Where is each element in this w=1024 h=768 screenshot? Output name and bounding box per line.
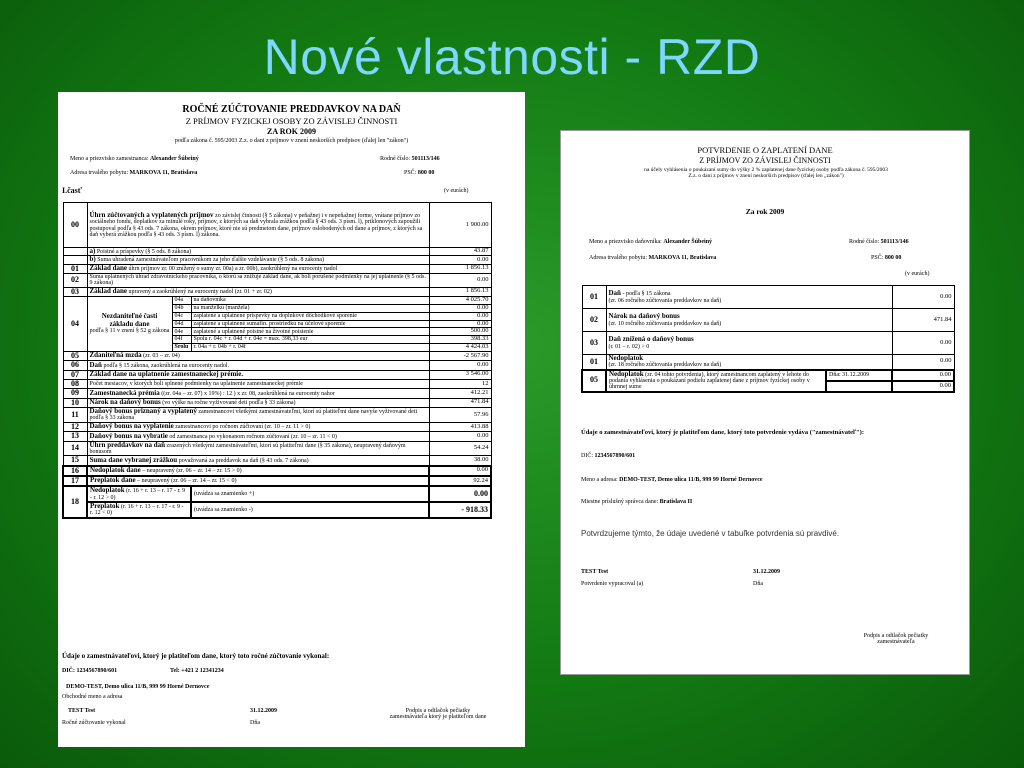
- row-desc-text: podľa § 15 zákona, zaokrúhlená na eurocenty nadol.: [103, 362, 230, 369]
- row-desc-text: (r. 01 – r. 02) > 0: [608, 343, 650, 350]
- row-pre-text: podľa § 15 zákona: [625, 291, 671, 298]
- row-description: [87, 287, 429, 296]
- row-label-text: Suma dane vybranej zrážkou: [89, 455, 178, 464]
- row-desc-text: ((zr. 04a – zr. 07) x 19%) : 12 ) x zr. 08, zaokrúhlená na eurocenty nahor: [161, 390, 335, 397]
- row-value: 0.00: [429, 312, 491, 320]
- row-05-date-label: Dňa:: [829, 371, 841, 378]
- settlement-row: [63, 264, 491, 273]
- tax-office-label: Miestne príslušný správca dane:: [581, 499, 659, 505]
- row-label-text: Daň: [608, 289, 621, 298]
- settlement-row: [63, 203, 491, 248]
- row-label-text: Daňový bonus na vybratie: [89, 431, 168, 440]
- row-desc-text: – neupravený (zr. 06 – zr. 14 – zr. 15 > 0): [142, 468, 242, 475]
- part-label: I.časť: [62, 186, 82, 195]
- row-value: 471.84: [429, 398, 491, 407]
- row-desc-text: Poistné a príspevky (§ 5 ods. 8 zákona): [96, 249, 192, 255]
- row-value: 43.87: [429, 248, 491, 256]
- row-value: 0.00: [429, 320, 491, 328]
- row-desc-text: (zr. 10 ročného zúčtovania preddavkov na daň): [608, 320, 722, 327]
- settlement-row: [63, 256, 491, 264]
- row-value: 0.00: [429, 274, 491, 288]
- subrow-desc: na manželku (manžela): [191, 304, 429, 312]
- doc2-postal-code-label: PSČ:: [871, 255, 884, 261]
- settlement-row-18b: [63, 502, 491, 518]
- row-value: 0.00: [429, 256, 491, 264]
- row-label-text: Nedoplatok: [608, 354, 644, 362]
- tax-payment-certificate: [560, 130, 970, 675]
- row-number: 03: [582, 332, 606, 355]
- row-number: 02: [582, 309, 606, 332]
- underpayment-label: Nedoplatok: [90, 486, 125, 495]
- row-label: [87, 297, 172, 352]
- row-number: 07: [63, 370, 87, 379]
- subrow-code: 04d: [172, 320, 191, 328]
- row-description: [87, 476, 429, 486]
- tax-id-value: 1234567890/601: [76, 668, 118, 674]
- subrow-desc: na daňovníka: [191, 297, 429, 305]
- settlement-row: [63, 351, 491, 360]
- row-label-text: Zamestnanecká prémia: [89, 388, 160, 397]
- taxpayer-name-label: Meno a priezvisko daňovníka:: [589, 239, 662, 245]
- row-description: [606, 309, 892, 332]
- settlement-row: [63, 379, 491, 388]
- postal-code-label: PSČ:: [404, 170, 417, 176]
- subrow-desc: r. 04a + r. 04b + r. 04f: [191, 343, 429, 351]
- taxpayer-name-value: Alexander Šúbeiný: [663, 239, 713, 245]
- doc1-law-note: podľa zákona č. 595/2003 Z.z. o dani z príjmov v znení neskorších predpisov (ďalej len "zákon"): [174, 138, 409, 144]
- row-label-text: Základ dane: [89, 287, 128, 296]
- row-value: 57.96: [429, 408, 491, 423]
- row-05-empty: [826, 381, 892, 392]
- doc2-tax-id-value: 1234567890/601: [594, 453, 636, 459]
- doc2-employer-value: DEMO-TEST, Demo ulica 11/B, 999 99 Horné Dernovce: [619, 477, 763, 483]
- tax-office-value: Bratislava II: [659, 499, 693, 505]
- subrow-code: 04e: [172, 328, 191, 336]
- settlement-row: [63, 361, 491, 370]
- settlement-row: [63, 441, 491, 456]
- row-description: [87, 456, 429, 466]
- row-description: [87, 361, 429, 370]
- row-desc-text: (vo výške na ročne vyživované deti podľa § 33 zákona): [162, 400, 296, 407]
- row-value: 12: [429, 379, 491, 388]
- row-description: [606, 355, 892, 370]
- row-number: 13: [63, 432, 87, 441]
- row-number: 01: [63, 264, 87, 273]
- settlement-row: [63, 287, 491, 296]
- row-05-date: [826, 370, 892, 381]
- doc2-purpose-note: na účely vyhlásenia o poukázaní sumy do výšky 2 % zaplatenej dane fyzickej osoby podľa zákona č. 595/2003 Z.z. o dani z príjmov v znení neskorších predpisov (ďalej len „zákon"): [644, 167, 888, 179]
- row-label-text: Nedoplatok dane: [90, 466, 141, 475]
- subrow-desc: zaplatené a uplatnené sumafin. prostriedku na účelové sporenie: [191, 320, 429, 328]
- row-desc-text: (zr. 06 ročného zúčtovania preddavkov na daň): [608, 297, 722, 304]
- confirmation-statement: Potvrdzujeme týmto, že údaje uvedené v tabuľke potvrdenia sú pravdivé.: [581, 529, 840, 538]
- row-value: 398.33: [429, 336, 491, 344]
- settlement-row: [63, 248, 491, 256]
- row-18-overpayment: [87, 502, 191, 518]
- doc2-birth-number-value: 501113/146: [880, 239, 909, 245]
- row-desc-text: Suma uplatnených úhrad zdravotníckeho pracovníka, o ktorú sa znižuje základ dane, ak boli porušené podmienky na jej uplatnenie (§ 5 ods. 9 zákona): [89, 274, 426, 287]
- row-label-text: Daňový bonus na vyplatenie: [89, 422, 174, 431]
- certificate-row: [582, 355, 954, 370]
- settlement-row: [63, 408, 491, 423]
- row-description: [87, 203, 429, 248]
- row-desc-text: úhrn príjmov zr. 00 znížený o sumy zr. 00a) a zr. 00b), zaokrúhlený na eurocenty nadol: [128, 266, 338, 273]
- row-value: 0.00: [892, 370, 954, 381]
- row-number: 12: [63, 422, 87, 431]
- row-desc-text: považovaná za preddavok na daň (§ 43 ods. 7 zákona): [178, 457, 309, 464]
- doc2-signature-caption: Podpis a odtlačok pečiatky zamestnávateľa: [863, 633, 929, 645]
- certificate-table: [581, 285, 955, 393]
- row-value: 413.88: [429, 422, 491, 431]
- row-description: [87, 466, 429, 476]
- row-number: 14: [63, 441, 87, 456]
- row-sub-marker: a): [89, 247, 96, 255]
- row-number: 02: [63, 274, 87, 288]
- company-address: DEMO-TEST, Demo ulica 11/B, 999 99 Horné Dernovce: [66, 684, 210, 690]
- row-05-label: Nedoplatok: [609, 369, 644, 378]
- row-value: 0.00: [429, 361, 491, 370]
- employee-name-label: Meno a priezvisko zamestnanca:: [70, 156, 149, 162]
- row-label-text: Daň znížená o daňový bonus: [608, 335, 694, 344]
- row-value: 1 856.13: [429, 264, 491, 273]
- row-value: 0.00: [429, 466, 491, 476]
- row-number: 16: [63, 466, 87, 476]
- row-sub-marker: b): [89, 255, 96, 264]
- certificate-row: [582, 286, 954, 309]
- row-value: 0.00: [429, 304, 491, 312]
- employee-name-value: Alexander Šúbeiný: [149, 156, 199, 162]
- doc2-employer-label: Meno a adresa:: [581, 477, 618, 483]
- row-description: [87, 351, 429, 360]
- settlement-table: [62, 202, 492, 519]
- doc1-subheading: Z PRÍJMOV FYZICKEJ OSOBY ZO ZÁVISLEJ ČINNOSTI: [185, 116, 398, 126]
- row-desc-text: zamestnancovi všetkými zamestnávateľmi, ktorí sú platiteľmi dane navyše vyživované deti podľa § 33 zákona: [89, 409, 418, 422]
- employer-heading: Údaje o zamestnávateľovi, ktorý je platiteľom dane, ktorý toto ročné zúčtovanie vykonal:: [62, 652, 330, 660]
- row-description: [87, 370, 429, 379]
- underpayment-value: 0.00: [429, 486, 491, 502]
- row-value: 471.84: [892, 309, 954, 332]
- currency-note: (v eurách): [444, 188, 469, 194]
- settlement-date: 31.12.2009: [250, 708, 277, 714]
- row-desc-text: zamestnancovi po ročnom zúčtovaní (zr. 10 – zr. 11 > 0): [175, 424, 311, 431]
- doc2-date: 31.12.2009: [753, 569, 780, 575]
- row-description: [87, 422, 429, 431]
- settlement-row: [63, 456, 491, 466]
- row-05-date-value: 31.12.2009: [842, 371, 870, 378]
- settlement-row: [63, 389, 491, 398]
- row-number: 03: [63, 287, 87, 296]
- row-label-text: Úhrn preddavkov na daň: [89, 440, 166, 449]
- row-desc-text: zrazených všetkými zamestnávateľmi, ktorí sú platiteľmi dane (§ 35 zákona), neupravený daňovým bonusom: [89, 442, 406, 455]
- row-desc-text: od zamestnanca po vykonanom ročnom zúčtovaní (zr. 10 – zr. 11 < 0): [169, 433, 337, 440]
- row-value: 500.00: [429, 328, 491, 336]
- row-number: 08: [63, 379, 87, 388]
- doc2-address-value: MARKOVA 11, Bratislava: [648, 255, 717, 261]
- overpayment-value: - 918.33: [429, 502, 491, 518]
- row-value: 54.24: [429, 441, 491, 456]
- row-number: 05: [582, 370, 606, 392]
- row-label-text: Preplatok dane: [90, 476, 136, 485]
- doc2-subheading: Z PRÍJMOV ZO ZÁVISLEJ ČINNOSTI: [699, 156, 831, 165]
- doc2-address-label: Adresa trvalého pobytu:: [589, 255, 647, 261]
- certificate-row-05: [582, 370, 954, 381]
- row-label-text: Základ dane na uplatnenie zamestnaneckej prémie.: [89, 370, 244, 379]
- row-05-description: [606, 370, 826, 392]
- row-number: 01: [582, 355, 606, 370]
- underpayment-desc: (r. 16 + r. 13 – r. 17 - r. 9 - r. 12 > 0): [90, 488, 186, 501]
- annual-settlement-document: [58, 92, 525, 747]
- settlement-row: [63, 297, 491, 305]
- row-value: 0.00: [892, 332, 954, 355]
- row-value: 92.24: [429, 476, 491, 486]
- settlement-row: [63, 476, 491, 486]
- row-value: 1 900.00: [429, 203, 491, 248]
- birth-number-value: 501113/146: [411, 156, 440, 162]
- row-description: [87, 274, 429, 288]
- signature-caption: Podpis a odtlačok pečiatky zamestnávateľa ktorý je platiteľom dane: [389, 708, 487, 720]
- certificate-row: [582, 332, 954, 355]
- row-number: 10: [63, 398, 87, 407]
- row-label-text: Daňový bonus priznaný a vyplatený: [89, 407, 197, 416]
- row-value: 1 856.13: [429, 287, 491, 296]
- underpayment-sign-note: (uvádza sa znamienko +): [191, 486, 429, 502]
- doc2-postal-code-value: 800 00: [884, 255, 902, 261]
- row-description: Daň - podľa § 15 zákona (zr. 06 ročného zúčtovania preddavkov na daň): [606, 286, 892, 309]
- prepared-by: TEST Test: [68, 708, 96, 714]
- overpayment-sign-note: (uvádza sa znamienko -): [191, 502, 429, 518]
- tax-id-label: DIČ:: [62, 668, 75, 674]
- subrow-code: Srolu: [172, 343, 191, 351]
- company-caption: Obchodné meno a adresa: [62, 694, 123, 700]
- row-description: [606, 332, 892, 355]
- row-value: 4 424.03: [429, 343, 491, 351]
- row-number: 11: [63, 408, 87, 423]
- row-number: 18: [63, 486, 87, 517]
- doc2-year: Za rok 2009: [745, 207, 785, 216]
- doc1-year: ZA ROK 2009: [267, 127, 316, 136]
- row-desc-text: (zr. 18 ročného zúčtovania preddavkov na daň): [608, 362, 722, 369]
- row-label-text: Nárok na daňový bonus: [608, 312, 680, 321]
- doc2-prepared-by: TEST Test: [581, 569, 609, 575]
- phone-label: Tel:: [170, 668, 180, 674]
- settlement-row: [63, 370, 491, 379]
- doc2-birth-number-label: Rodné číslo:: [849, 239, 880, 245]
- subrow-code: 04c: [172, 312, 191, 320]
- row-desc-text: podľa § 11 v znení § 52 g zákona: [89, 328, 170, 335]
- settlement-date-caption: Dňa: [250, 720, 260, 726]
- row-number: 06: [63, 361, 87, 370]
- subrow-desc: zaplatené a uplatnené príspevky na doplnkové dôchodkové sporenie: [191, 312, 429, 320]
- row-description: [87, 441, 429, 456]
- row-desc-text: upravený a zaokrúhlený na eurocenty nadol (zr. 01 + zr. 02): [128, 289, 272, 296]
- row-number: 15: [63, 456, 87, 466]
- row-label-text: Daň: [89, 360, 102, 369]
- row-number: 01: [582, 286, 606, 309]
- row-value: 3 546.00: [429, 370, 491, 379]
- row-desc-text: – neupravený (zr. 06 – zr. 14 – zr. 15 < 0): [137, 478, 237, 485]
- subrow-code: 04b: [172, 304, 191, 312]
- subrow-desc: zaplatené a uplatnené poistné na životné poistenie: [191, 328, 429, 336]
- row-label-text: Nárok na daňový bonus: [89, 398, 161, 407]
- slide-title: Nové vlastnosti - RZD: [263, 29, 761, 85]
- address-value: MARKOVA 11, Bratislava: [129, 170, 198, 176]
- row-number: 09: [63, 389, 87, 398]
- postal-code-value: 800 00: [417, 170, 435, 176]
- prepared-by-caption: Ročné zúčtovanie vykonal: [62, 720, 126, 726]
- row-value: -2 567.90: [429, 351, 491, 360]
- row-number: 04: [63, 297, 87, 352]
- address-label: Adresa trvalého pobytu:: [70, 170, 128, 176]
- settlement-row: [63, 422, 491, 431]
- row-number: 17: [63, 476, 87, 486]
- settlement-row: [63, 466, 491, 476]
- doc2-currency-note: (v eurách): [905, 271, 930, 277]
- subrow-code: 04f: [172, 336, 191, 344]
- row-value: 0.00: [892, 381, 954, 392]
- row-desc-text: Suma uhradená zamestnávateľom pracovníkom za jeho ďalšie vzdelávanie (§ 5 ods. 8 zákona): [97, 257, 324, 264]
- row-value: 0.00: [892, 286, 954, 309]
- row-number: [63, 248, 87, 256]
- row-description: [87, 389, 429, 398]
- row-description: [87, 256, 429, 264]
- subrow-code: 04a: [172, 297, 191, 305]
- row-label-text: Nezdaniteľné časti základu dane: [101, 312, 158, 328]
- row-value: 0.00: [429, 432, 491, 441]
- subrow-desc: Spolu r. 04c + r. 04d + r. 04e = max. 398,33 eur: [191, 336, 429, 344]
- row-description: [87, 379, 429, 388]
- row-label-text: Zdaniteľná mzda: [89, 351, 142, 360]
- row-number: 00: [63, 203, 87, 248]
- row-label-text: Úhrn zúčtovaných a vyplatených príjmov: [89, 210, 214, 219]
- row-number: [63, 256, 87, 264]
- settlement-row: [63, 274, 491, 288]
- overpayment-label: Preplatok: [90, 501, 120, 510]
- row-description: [87, 248, 429, 256]
- row-description: [87, 408, 429, 423]
- doc1-heading: ROČNÉ ZÚČTOVANIE PREDDAVKOV NA DAŇ: [182, 104, 401, 115]
- birth-number-label: Rodné číslo:: [380, 156, 411, 162]
- row-18-underpayment: [87, 486, 191, 502]
- row-value: 4 025.70: [429, 297, 491, 305]
- row-value: 0.00: [892, 355, 954, 370]
- phone-value: +421 2 12341234: [181, 668, 224, 674]
- doc2-heading: POTVRDENIE O ZAPLATENÍ DANE: [697, 145, 833, 155]
- doc2-tax-id-label: DIČ:: [581, 453, 593, 459]
- row-value: 38.00: [429, 456, 491, 466]
- row-desc-text: zo závislej činnosti (§ 5 zákona) v peňažnej i v nepeňažnej forme, vrátane príjmov zo sociálneho fondu, doplatkov za minulé roky, príjmov, z ktorých sa daň vybrala zrážkou podľa § 43 ods. 3 písm. l), priklonových zapoužili postupoval podľa § 43 ods. 7 zákona, okrem príjmov, ktoré nie sú predmetom dane, príjmov oslobodených od dane a príjmov, z ktorých sa daň vyberá zrážkou podľa § 43 ods. 3 písm. l) zákona.: [89, 212, 423, 238]
- doc2-employer-heading: Údaje o zamestnávateľovi, ktorý je platiteľom dane, ktorý toto potvrdenie vydáva ("zamestnávateľ"):: [581, 429, 864, 436]
- row-number: 05: [63, 351, 87, 360]
- row-description: [87, 264, 429, 273]
- row-desc-text: (zr. 03 – zr. 04): [143, 353, 180, 360]
- doc2-prepared-by-caption: Potvrdenie vypracoval (a): [581, 581, 644, 587]
- row-value: 412.21: [429, 389, 491, 398]
- row-desc-text: Počet mesiacov, v ktorých boli splnené podmienky na uplatnenie zamestnaneckej prémie: [89, 380, 303, 387]
- doc2-date-caption: Dňa: [753, 581, 763, 587]
- certificate-row: [582, 309, 954, 332]
- row-05-desc: (zr. 04 tohto potvrdenia), ktorý zamestnancom zaplatený v lehote do podania vyhlásenia o poukázaní podielu zaplatenej dane z príjmov fyzickej osoby v úhrnnej sume: [609, 371, 810, 391]
- overpayment-desc: (r. 16 + r. 13 – r. 17 - r. 9 - r. 12 < 0): [90, 503, 184, 517]
- row-label-text: Základ dane: [89, 264, 128, 273]
- settlement-row-18a: [63, 486, 491, 502]
